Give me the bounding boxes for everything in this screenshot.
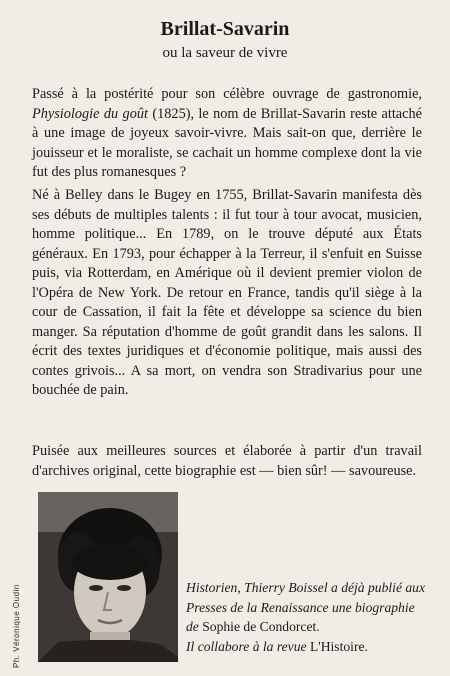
caption-magazine: L'Histoire. bbox=[309, 638, 368, 654]
caption-publisher: Presses de la Renaissance bbox=[186, 599, 329, 615]
work-title: Physiologie du goût bbox=[32, 105, 148, 122]
biography-paragraph bbox=[32, 186, 422, 401]
biography-text: Né à Belley dans le Bugey en 1755, Brillat-Savarin manifesta dès ses débuts de multiples talents : il fut tour à tour avocat, musicien, homme politique... En 1789, on le trouve député aux États généraux. En 1793, pour échapper à la Terreur, il s'enfuit en Suisse puis, via Rotterdam, en Amérique où il devient premier violon de l'Opéra de New York. De retour en France, tandis qu'il siège à la cour de Cassation, il fait la fête et développe sa science du bien manger. Sa réputation d'homme de goût grandit dans les salons. Il écrit des textes juridiques et d'économie politique, mais aussi des contes grivois... A sa mort, on vendra son Stradivarius pour une bouchée de pain. bbox=[32, 187, 422, 398]
caption-part-5: Il collabore à la revue bbox=[186, 638, 310, 654]
author-caption bbox=[186, 578, 430, 656]
caption-part-3: une biographie de bbox=[186, 599, 415, 634]
book-title: Brillat-Savarin bbox=[160, 18, 290, 40]
caption-part-1: Historien, Thierry Boissel a déjà publié aux bbox=[186, 580, 425, 595]
book-subtitle: ou la saveur de vivre bbox=[162, 45, 288, 61]
caption-book-subject: Sophie de Condorcet. bbox=[202, 619, 320, 634]
author-photo bbox=[38, 492, 178, 662]
photo-credit: Ph. Véronique Oudin bbox=[12, 584, 21, 668]
header bbox=[0, 18, 450, 62]
intro-text-start: Passé à la postérité pour son célèbre ouvrage de gastronomie, bbox=[32, 86, 422, 102]
author-portrait-image bbox=[38, 492, 178, 662]
intro-text-end: (1825), le nom de Brillat-Savarin reste attaché à une image de joyeux savoir-vivre. Mais sait-on que, derrière le jouisseur et le moraliste, se cachait un homme complexe dont la vie fut des plus romanesques ? bbox=[32, 105, 422, 180]
closing-text: Puisée aux meilleures sources et élaborée à partir d'un travail d'archives original, cette biographie est — bien sûr! — savoureuse. bbox=[32, 443, 422, 479]
intro-paragraph bbox=[32, 85, 422, 183]
closing-paragraph bbox=[32, 442, 422, 481]
